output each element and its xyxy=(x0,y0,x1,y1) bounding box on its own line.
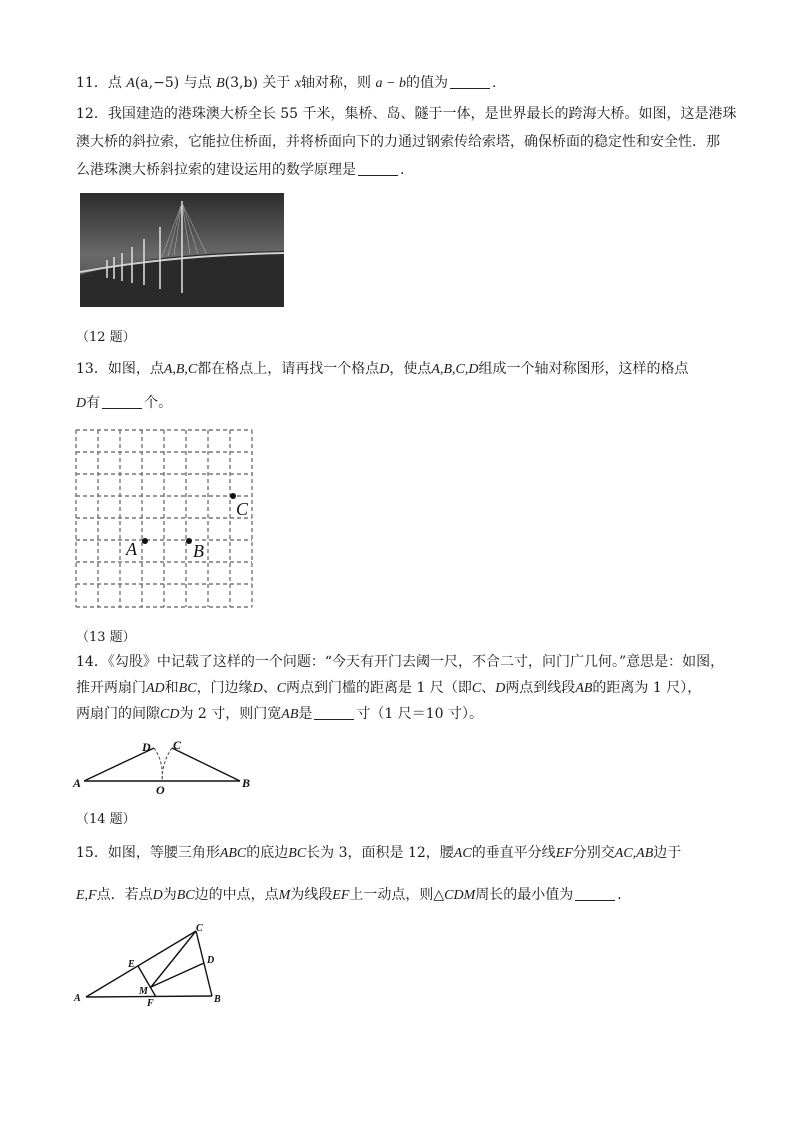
q12-line-3-end: . xyxy=(400,162,405,178)
q13-points-abcd: A,B,C,D xyxy=(431,362,479,377)
q13-grid xyxy=(76,430,252,607)
q14-ab2: AB xyxy=(281,707,299,722)
q15-m: M xyxy=(278,888,291,903)
q15-ef: EF xyxy=(555,846,573,861)
q11-dot: . xyxy=(491,75,497,91)
q15-ac: AC xyxy=(453,846,472,861)
q13-dot-a xyxy=(142,538,148,544)
q15-line-2 xyxy=(76,884,726,907)
q13-points-abc: A,B,C xyxy=(163,362,198,377)
q15-t8: 为 xyxy=(162,887,177,903)
q15-t6: 边于 xyxy=(653,845,682,861)
q14-t5: 两点到门槛的距离是 1 尺（即 xyxy=(286,680,472,696)
q13-line-1 xyxy=(76,358,726,381)
q15-triangle-figure xyxy=(70,922,240,1008)
q11-axis: x xyxy=(294,76,302,91)
q14-label-a: A xyxy=(73,776,82,790)
q15-line-1 xyxy=(76,842,726,865)
q13-dot-b xyxy=(186,538,192,544)
q14-d2: D xyxy=(495,681,506,696)
q12-line-3 xyxy=(76,159,726,181)
q15-d: D xyxy=(152,888,163,903)
q14-line-2 xyxy=(76,677,726,700)
q15-triangle-cdm: △CDM xyxy=(433,888,476,903)
q15-label-d: D xyxy=(207,955,215,966)
q14-label-c: C xyxy=(173,738,182,752)
q15-label-b: B xyxy=(214,994,221,1005)
q15-t11: 上一动点，则 xyxy=(349,887,434,903)
q14-ad: AD xyxy=(146,681,165,696)
q11-answer-blank[interactable] xyxy=(450,74,490,89)
q13-line-2 xyxy=(76,392,726,415)
q14-line-3 xyxy=(76,703,726,726)
q11-point-a-coords: (a,−5) xyxy=(134,75,180,91)
q14-t8: 的距离为 1 尺）， xyxy=(592,680,702,696)
q15-label-m: M xyxy=(139,986,148,997)
q15-ac-ab: AC,AB xyxy=(614,846,654,861)
q13-text-a: 13．如图，点 xyxy=(76,361,164,377)
q12-line-3-text: 么港珠澳大桥斜拉索的建设运用的数学原理是 xyxy=(76,162,356,178)
q14-t10: 为 2 寸，则门宽 xyxy=(179,706,282,722)
q14-label-o: O xyxy=(156,783,165,797)
q14-t2: 和 xyxy=(164,680,179,696)
q14-c2: C xyxy=(471,681,482,696)
q13-text-b: 都在格点上，请再找一个格点 xyxy=(197,361,380,377)
q13-text-e: 有 xyxy=(86,395,101,411)
q15-abc: ABC xyxy=(219,846,247,861)
q12-caption: （12 题） xyxy=(76,330,136,345)
q14-t6: 、 xyxy=(481,680,496,696)
q15-t4: 的垂直平分线 xyxy=(471,845,556,861)
q15-bc: BC xyxy=(288,846,307,861)
q14-t1: 推开两扇门 xyxy=(76,680,146,696)
q14-t4: 、 xyxy=(262,680,277,696)
q14-t11: 是 xyxy=(298,706,313,722)
q15-end: . xyxy=(617,887,622,903)
q14-t9: 两扇门的间隙 xyxy=(76,706,160,722)
q13-answer-blank[interactable] xyxy=(102,394,142,409)
q15-t12: 周长的最小值为 xyxy=(475,887,574,903)
q15-t1: 15．如图，等腰三角形 xyxy=(76,845,220,861)
q15-bc2: BC xyxy=(176,888,195,903)
q15-t3: 长为 3，面积是 12，腰 xyxy=(306,845,454,861)
q13-text-f: 个。 xyxy=(144,395,173,411)
q15-label-c: C xyxy=(196,923,203,934)
q14-ab: AB xyxy=(575,681,593,696)
q11-after: 关于 xyxy=(262,75,291,91)
q13-grid-figure xyxy=(70,424,270,614)
q15-e-f: E,F xyxy=(76,888,97,903)
q15-ef2: EF xyxy=(332,888,350,903)
q11-point-b-coords: (3,b) xyxy=(224,75,258,91)
q14-d: D xyxy=(252,681,263,696)
q13-text-c: ，使点 xyxy=(389,361,432,377)
q11-mid: 与点 xyxy=(183,75,212,91)
q14-t12: 寸（1 尺＝10 寸）。 xyxy=(356,706,483,722)
q14-answer-blank[interactable] xyxy=(314,705,354,720)
bridge-photo xyxy=(80,193,284,307)
q15-t9: 边的中点，点 xyxy=(194,887,279,903)
q11-tail: 轴对称，则 xyxy=(301,75,372,91)
q11-text xyxy=(76,72,726,95)
q13-caption: （13 题） xyxy=(76,630,136,645)
q14-t7: 两点到线段 xyxy=(505,680,576,696)
q14-label-d: D xyxy=(142,740,151,754)
q14-t3: ，门边缘 xyxy=(196,680,253,696)
q15-t10: 为线段 xyxy=(290,887,333,903)
q15-t5: 分别交 xyxy=(572,845,615,861)
q15-label-f: F xyxy=(147,998,154,1008)
q13-point-d: D xyxy=(379,362,390,377)
q11-expr: a − b xyxy=(375,76,406,91)
q15-label-e: E xyxy=(128,959,135,970)
q13-label-c: C xyxy=(236,499,249,519)
q11-end: 的值为 xyxy=(405,75,448,91)
q14-caption: （14 题） xyxy=(76,812,136,827)
q13-label-b: B xyxy=(193,541,204,561)
q14-label-b: B xyxy=(242,776,251,790)
q11-number: 11．点 xyxy=(76,75,122,91)
q14-bc: BC xyxy=(178,681,197,696)
q11-point-a: A xyxy=(126,76,135,91)
q12-line-2: 澳大桥的斜拉索，它能拉住桥面，并将桥面向下的力通过钢索传给索塔，确保桥面的稳定性和安全性．那 xyxy=(76,134,720,150)
q13-text-d: 组成一个轴对称图形，这样的格点 xyxy=(478,361,689,377)
q11-point-b: B xyxy=(216,76,225,91)
q12-line-1: 12．我国建造的港珠澳大桥全长 55 千米，集桥、岛、隧于一体，是世界最长的跨海大桥。如图，这是港珠 xyxy=(76,106,737,122)
q14-line-1: 14．《勾股》中记载了这样的一个问题：“今天有开门去阈一尺，不合二寸，问门广几何。”意思是：如图， xyxy=(76,654,725,670)
q15-answer-blank[interactable] xyxy=(575,886,615,901)
q14-c: C xyxy=(276,681,287,696)
q15-t2: 的底边 xyxy=(246,845,289,861)
q13-label-a: A xyxy=(126,539,137,559)
q14-cd: CD xyxy=(160,707,180,722)
q14-door-figure xyxy=(70,732,260,800)
q15-t7: 点．若点 xyxy=(96,887,153,903)
q13-point-d-2: D xyxy=(76,396,87,411)
q12-answer-blank[interactable] xyxy=(358,161,398,176)
q15-label-a: A xyxy=(74,993,81,1004)
